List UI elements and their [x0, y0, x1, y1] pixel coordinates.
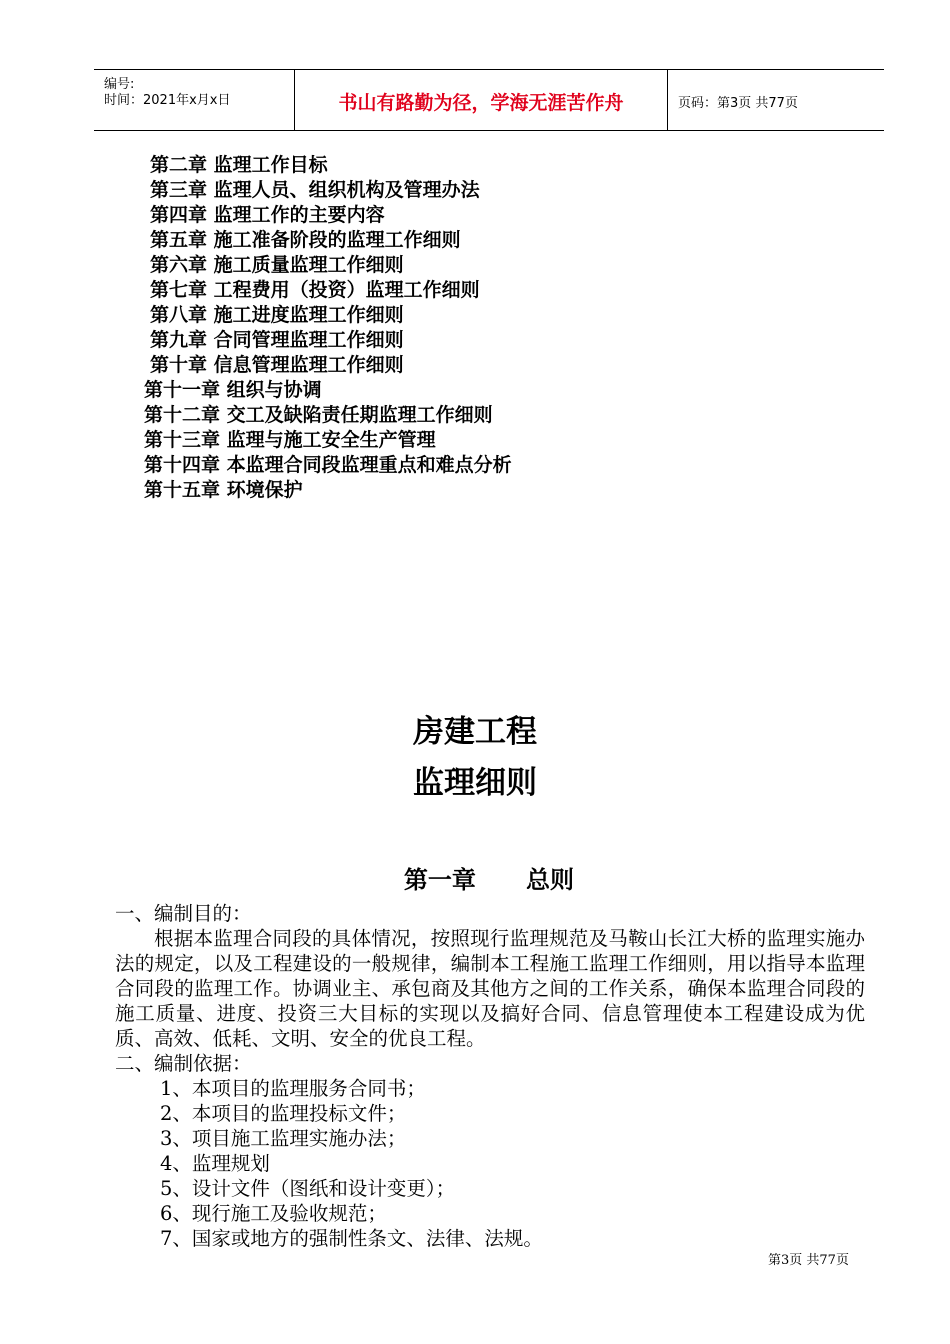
- toc-item: 第十一章 组织与协调: [144, 379, 322, 401]
- serial-label: 编号:: [104, 77, 135, 92]
- toc-item: 第七章 工程费用（投资）监理工作细则: [150, 279, 480, 301]
- chapter-heading: 第一章 总则: [403, 866, 575, 894]
- page-header: [94, 69, 884, 131]
- basis-item: 7、国家或地方的强制性条文、法律、法规。: [160, 1227, 543, 1250]
- section1-paragraph: 根据本监理合同段的具体情况，按照现行监理规范及马鞍山长江大桥的监理实施办法的规定，以及工程建设的一般规律，编制本工程施工监理工作细则，用以指导本监理合同段的监理工作。协调业主、承包商及其他方之间的工作关系，确保本监理合同段的施工质量、进度、投资三大目标的实现以及搞好合同、信息管理使本工程建设成为优质、高效、低耗、文明、安全的优良工程。: [115, 927, 865, 1050]
- section2-heading: 二、编制依据：: [115, 1052, 252, 1075]
- toc-item: 第十五章 环境保护: [144, 479, 303, 501]
- toc-item: 第十四章 本监理合同段监理重点和难点分析: [144, 454, 512, 476]
- basis-item: 3、项目施工监理实施办法；: [160, 1127, 407, 1150]
- basis-item: 1、本项目的监理服务合同书；: [160, 1077, 426, 1100]
- header-page-cell: [667, 70, 884, 130]
- toc-item: 第六章 施工质量监理工作细则: [150, 254, 404, 276]
- document-title-line1: 房建工程: [413, 714, 537, 750]
- header-motto-cell: [294, 70, 668, 130]
- section1-heading: 一、编制目的：: [115, 902, 252, 925]
- toc-item: 第二章 监理工作目标: [150, 154, 328, 176]
- basis-item: 6、现行施工及验收规范；: [160, 1202, 387, 1225]
- toc-item: 第五章 施工准备阶段的监理工作细则: [150, 229, 461, 251]
- toc-item: 第十二章 交工及缺陷责任期监理工作细则: [144, 404, 493, 426]
- toc-item: 第九章 合同管理监理工作细则: [150, 329, 404, 351]
- toc-item: 第三章 监理人员、组织机构及管理办法: [150, 179, 480, 201]
- basis-item: 4、监理规划: [160, 1152, 270, 1175]
- toc-item: 第四章 监理工作的主要内容: [150, 204, 385, 226]
- footer-page-number: 第3页 共77页: [768, 1253, 849, 1268]
- toc-item: 第八章 施工进度监理工作细则: [150, 304, 404, 326]
- toc-item: 第十章 信息管理监理工作细则: [150, 354, 404, 376]
- basis-item: 2、本项目的监理投标文件；: [160, 1102, 407, 1125]
- basis-item: 5、设计文件（图纸和设计变更）；: [160, 1177, 456, 1200]
- toc-item: 第十三章 监理与施工安全生产管理: [144, 429, 436, 451]
- document-title-line2: 监理细则: [413, 765, 537, 801]
- header-left-cell: [94, 70, 294, 130]
- time-text: 时间：2021年x月x日: [104, 93, 231, 108]
- motto-text: 书山有路勤为径，学海无涯苦作舟: [338, 92, 624, 114]
- header-page-info: 页码：第3页 共77页: [678, 96, 798, 111]
